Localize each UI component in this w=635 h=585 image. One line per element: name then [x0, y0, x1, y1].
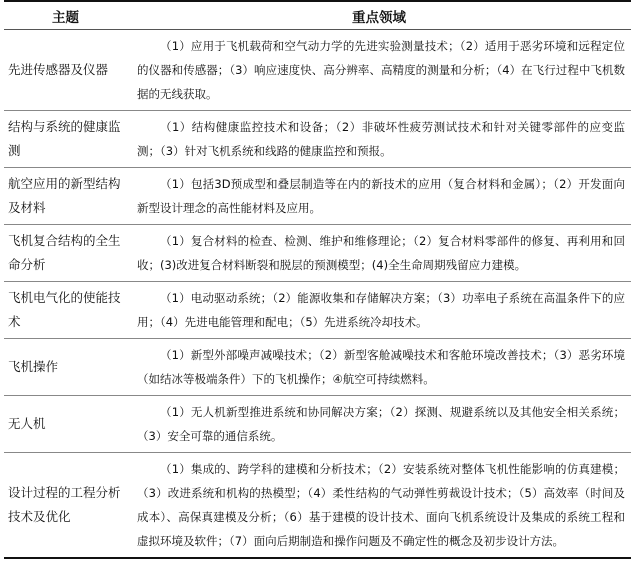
table-row	[4, 225, 631, 282]
areas-cell: （1）复合材料的检查、检测、维护和维修理论；（2）复合材料零部件的修复、再利用和回收；(3)改进复合材料断裂和脱层的预测模型；(4)全生命周期残留应力建模。	[127, 225, 631, 282]
table-row	[4, 453, 631, 559]
topic-cell: 飞机复合结构的全生命分析	[4, 225, 127, 282]
header-row	[4, 1, 631, 30]
areas-cell: （1）电动驱动系统；（2）能源收集和存储解决方案；（3）功率电子系统在高温条件下的应用；（4）先进电能管理和配电；（5）先进系统冷却技术。	[127, 282, 631, 339]
table-row	[4, 111, 631, 168]
table-row	[4, 30, 631, 111]
topic-cell: 飞机操作	[4, 339, 127, 396]
areas-cell: （1）应用于飞机载荷和空气动力学的先进实验测量技术；（2）适用于恶劣环境和远程定位的仪器和传感器；（3）响应速度快、高分辨率、高精度的测量和分析；（4）在飞行过程中飞机数据的无线获取。	[127, 30, 631, 111]
topic-cell: 航空应用的新型结构及材料	[4, 168, 127, 225]
topic-cell: 先进传感器及仪器	[4, 30, 127, 111]
header-topic: 主题	[4, 1, 127, 30]
areas-cell: （1）结构健康监控技术和设备；（2）非破坏性疲劳测试技术和针对关键零部件的应变监测；（3）针对飞机系统和线路的健康监控和预报。	[127, 111, 631, 168]
topic-cell: 飞机电气化的使能技术	[4, 282, 127, 339]
focus-areas-table	[4, 0, 631, 559]
topic-cell: 设计过程的工程分析技术及优化	[4, 453, 127, 559]
areas-cell: （1）无人机新型推进系统和协同解决方案；（2）探测、规避系统以及其他安全相关系统；（3）安全可靠的通信系统。	[127, 396, 631, 453]
table-row	[4, 396, 631, 453]
areas-cell: （1）新型外部噪声减噪技术；（2）新型客舱减噪技术和客舱环境改善技术；（3）恶劣环境（如结冰等极端条件）下的飞机操作；④航空可持续燃料。	[127, 339, 631, 396]
topic-cell: 结构与系统的健康监测	[4, 111, 127, 168]
areas-cell: （1）集成的、跨学科的建模和分析技术；（2）安装系统对整体飞机性能影响的仿真建模；（3）改进系统和机构的热模型；（4）柔性结构的气动弹性剪裁设计技术；（5）高效率（时间及成本）、高保真建模及分析；（6）基于建模的设计技术、面向飞机系统设计及集成的系统工程和虚拟环境及软件；（7）面向后期制造和操作问题及不确定性的概念及初步设计方法。	[127, 453, 631, 559]
table-row	[4, 282, 631, 339]
table-row	[4, 168, 631, 225]
header-areas: 重点领域	[127, 1, 631, 30]
areas-cell: （1）包括3D预成型和叠层制造等在内的新技术的应用（复合材料和金属）；（2）开发面向新型设计理念的高性能材料及应用。	[127, 168, 631, 225]
table-row	[4, 339, 631, 396]
topic-cell: 无人机	[4, 396, 127, 453]
